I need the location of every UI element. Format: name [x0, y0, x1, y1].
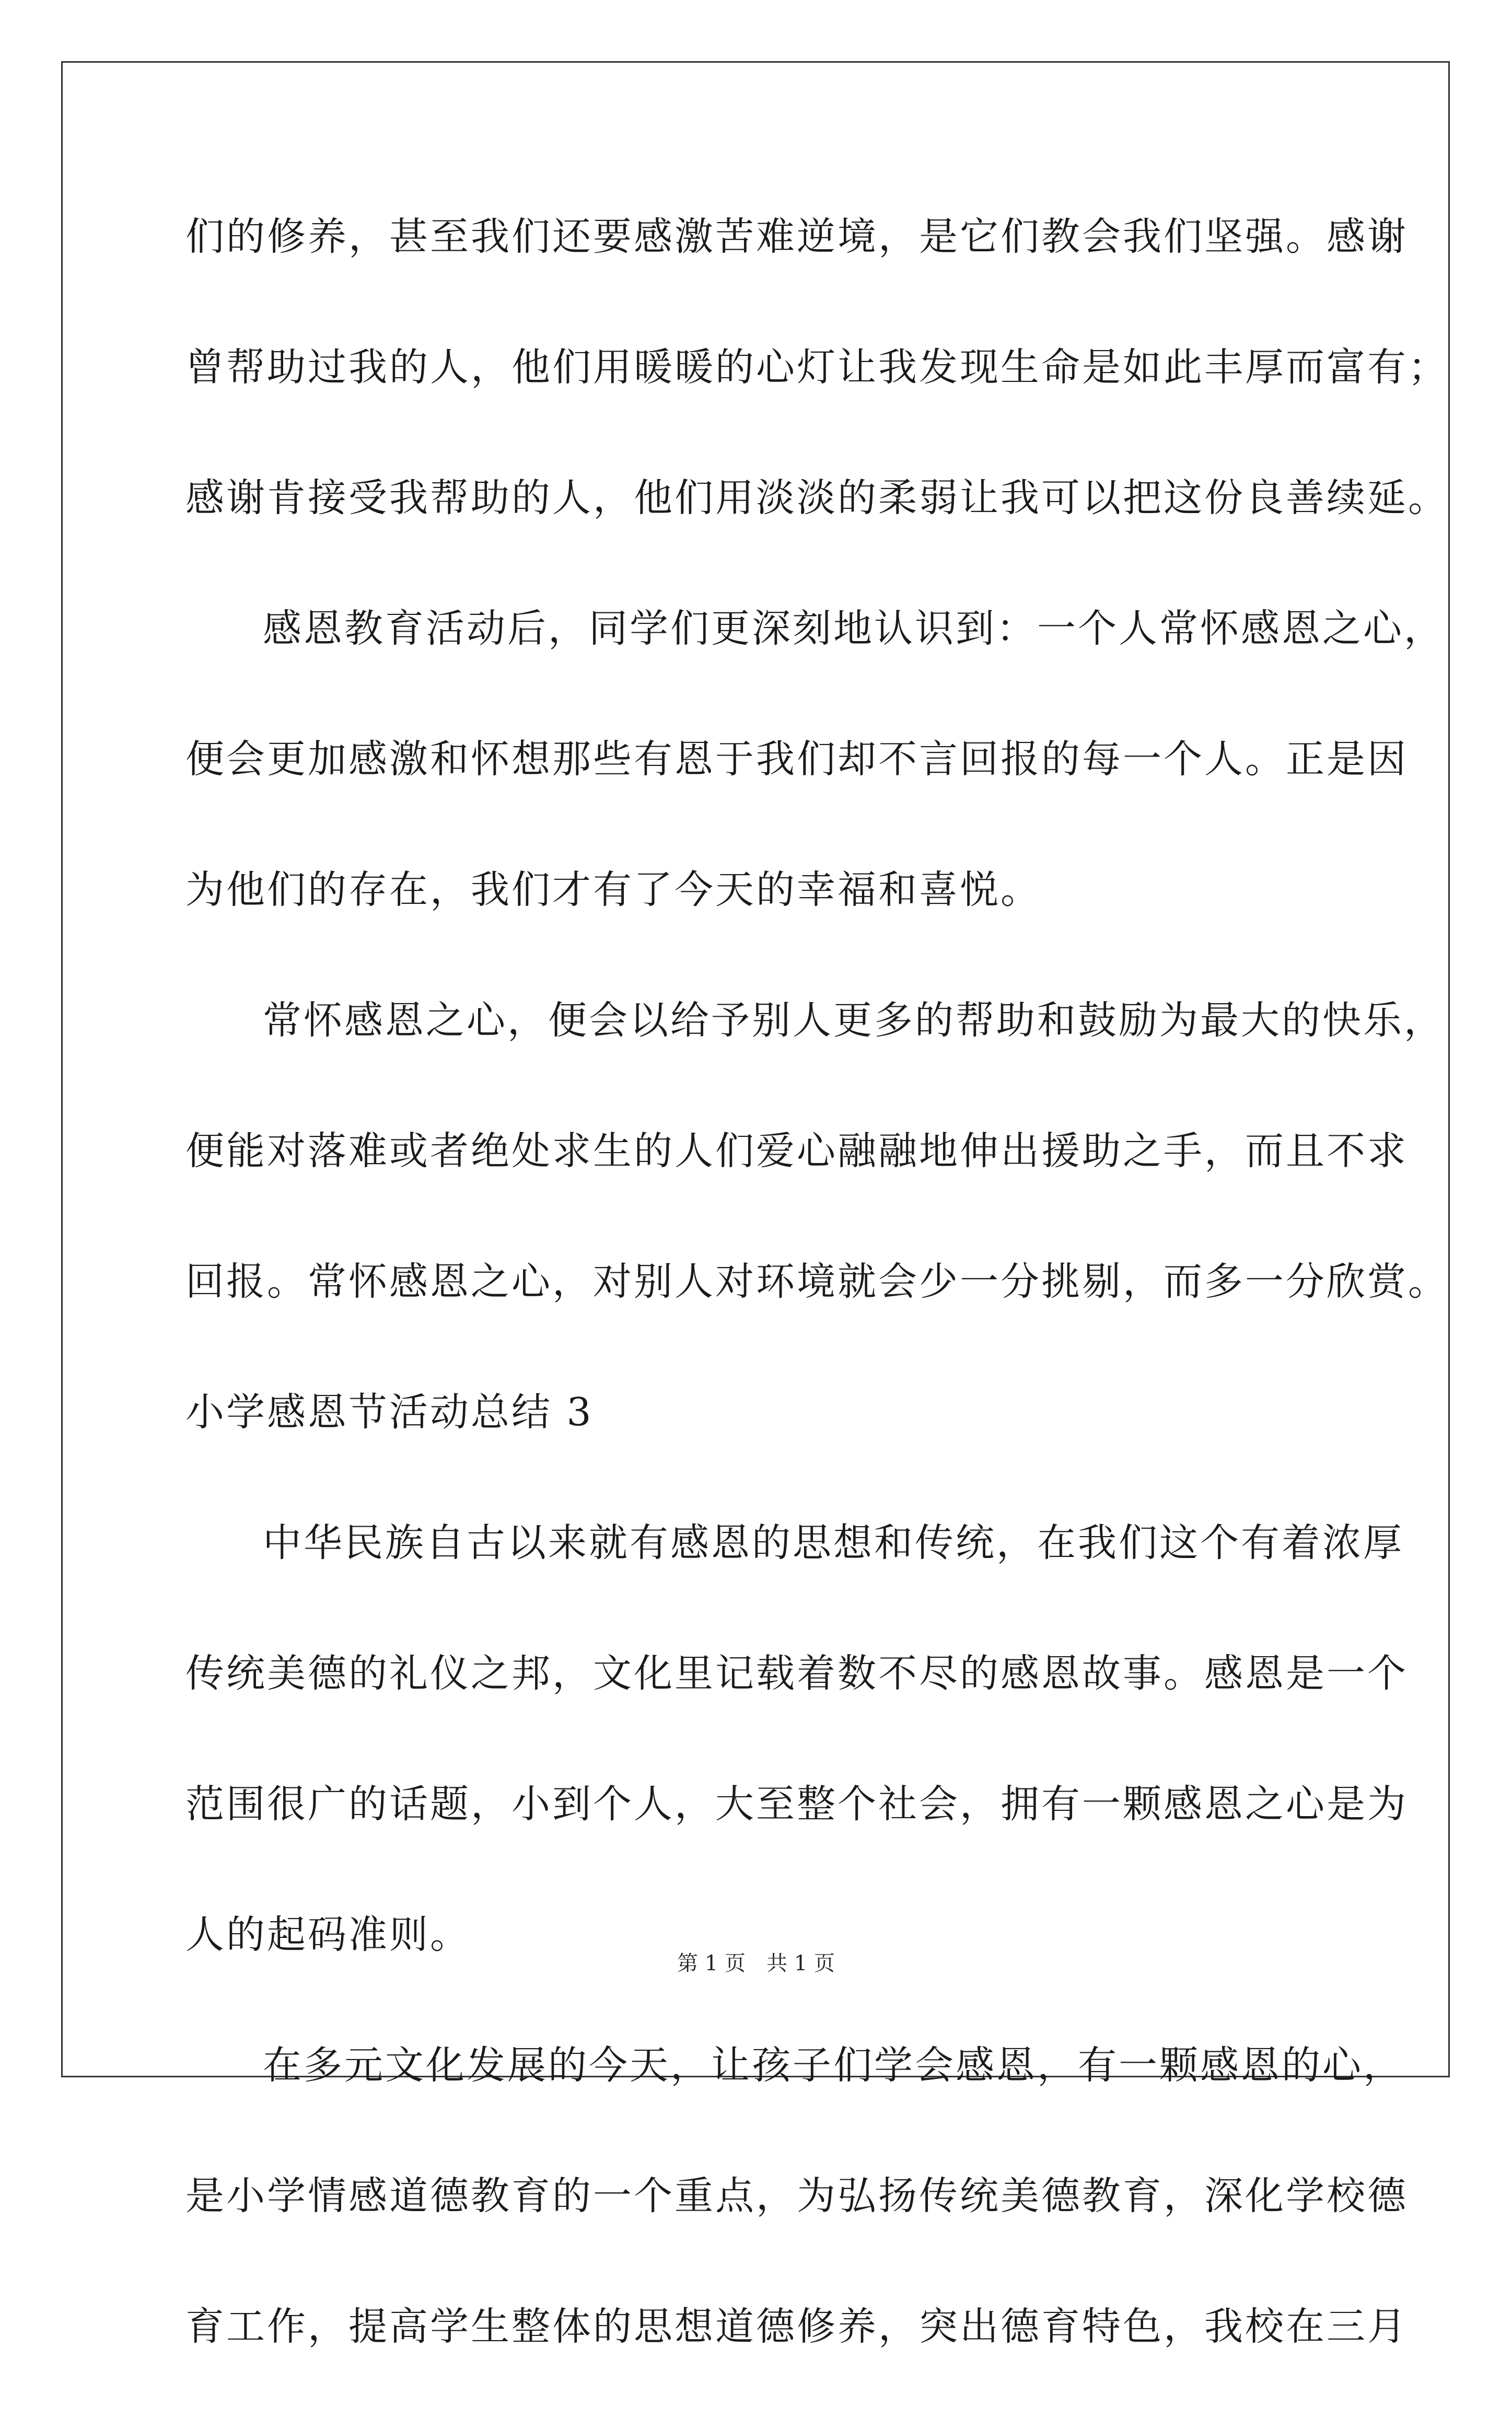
text-line: 感谢肯接受我帮助的人，他们用淡淡的柔弱让我可以把这份良善续延。 — [185, 475, 1449, 520]
paragraph-start-line: 常怀感恩之心，便会以给予别人更多的帮助和鼓励为最大的快乐， — [263, 998, 1445, 1043]
text-line: 传统美德的礼仪之邦，文化里记载着数不尽的感恩故事。感恩是一个 — [185, 1651, 1408, 1696]
page-number-current: 第 1 页 — [677, 1951, 746, 1975]
paragraph-start-line: 在多元文化发展的今天，让孩子们学会感恩，有一颗感恩的心， — [263, 2043, 1404, 2088]
text-line: 回报。常怀感恩之心，对别人对环境就会少一分挑剔，而多一分欣赏。 — [185, 1259, 1449, 1304]
section-heading: 小学感恩节活动总结 3 — [185, 1390, 594, 1435]
text-line: 曾帮助过我的人，他们用暖暖的心灯让我发现生命是如此丰厚而富有； — [185, 345, 1449, 390]
text-line: 们的修养，甚至我们还要感激苦难逆境，是它们教会我们坚强。感谢 — [185, 214, 1408, 259]
page-number-total: 共 1 页 — [766, 1951, 835, 1975]
text-line: 人的起码准则。 — [185, 1912, 471, 1957]
text-line: 便会更加感激和怀想那些有恩于我们却不言回报的每一个人。正是因 — [185, 737, 1408, 782]
page-footer — [0, 1948, 1512, 1979]
text-line: 为他们的存在，我们才有了今天的幸福和喜悦。 — [185, 867, 1041, 912]
text-line: 便能对落难或者绝处求生的人们爱心融融地伸出援助之手，而且不求 — [185, 1129, 1408, 1173]
document-body — [185, 197, 1449, 2418]
text-line: 是小学情感道德教育的一个重点，为弘扬传统美德教育，深化学校德 — [185, 2173, 1408, 2218]
text-line: 范围很广的话题，小到个人，大至整个社会，拥有一颗感恩之心是为 — [185, 1782, 1408, 1827]
text-line: 育工作，提高学生整体的思想道德修养，突出德育特色，我校在三月 — [185, 2304, 1408, 2349]
paragraph-start-line: 中华民族自古以来就有感恩的思想和传统，在我们这个有着浓厚 — [263, 1520, 1404, 1565]
paragraph-start-line: 感恩教育活动后，同学们更深刻地认识到：一个人常怀感恩之心， — [263, 606, 1445, 651]
